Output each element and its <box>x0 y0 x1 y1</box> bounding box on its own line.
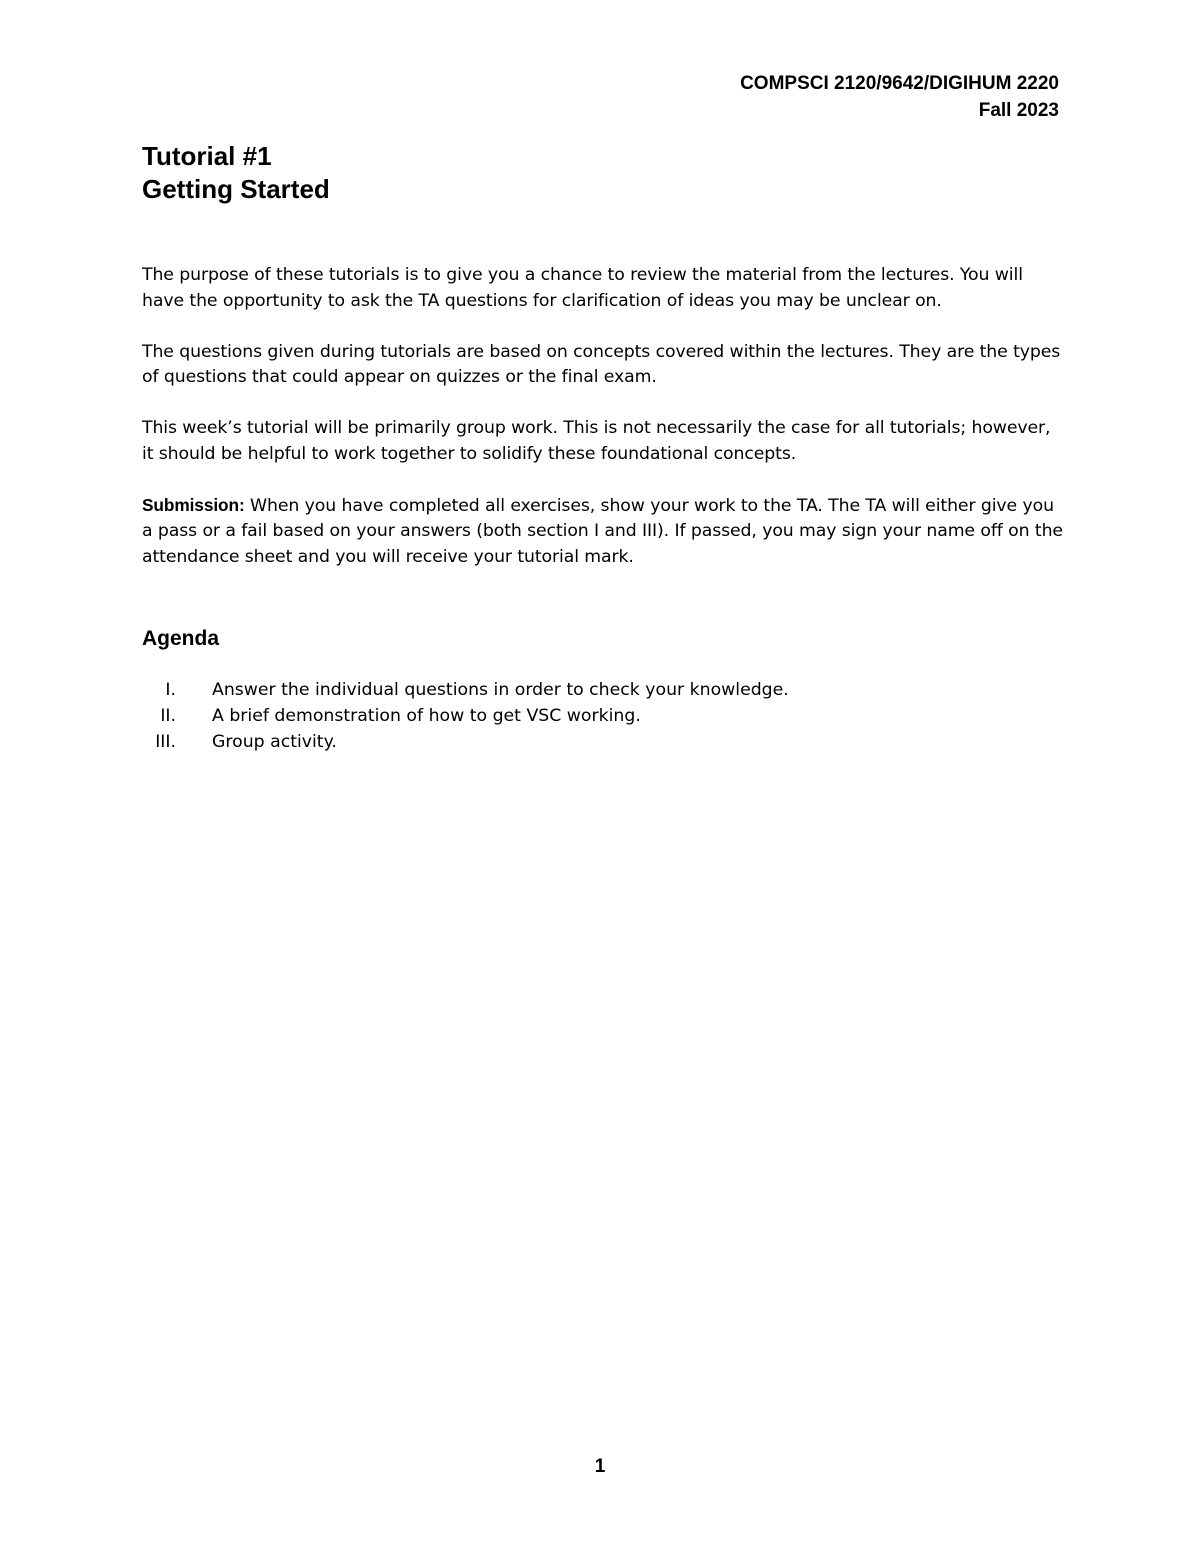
paragraph-purpose: The purpose of these tutorials is to give you a chance to review the material from the lectures. You will have the opportunity to ask the TA questions for clarification of ideas you may be unclear on. <box>142 265 1023 311</box>
list-item-text: Answer the individual questions in order to check your knowledge. <box>212 680 789 700</box>
document-title <box>142 140 330 206</box>
title-line-2: Getting Started <box>142 174 330 204</box>
paragraph-submission <box>142 493 1067 571</box>
body-text <box>142 263 1067 596</box>
agenda-heading: Agenda <box>142 627 220 650</box>
term: Fall 2023 <box>978 100 1059 121</box>
list-item <box>142 677 789 703</box>
list-item-text: Group activity. <box>212 732 337 752</box>
paragraph-questions: The questions given during tutorials are based on concepts covered within the lectures. They are the types of questions that could appear on quizzes or the final exam. <box>142 341 1061 387</box>
list-item <box>142 703 789 729</box>
list-item-number: III. <box>155 732 176 752</box>
submission-label: Submission: <box>142 494 245 515</box>
list-item-number: I. <box>165 680 176 700</box>
submission-text: When you have completed all exercises, show your work to the TA. The TA will either give you a pass or a fail based on your answers (both section I and III). If passed, you may sign your name off on the attendance sheet and you will receive your tutorial mark. <box>142 495 1063 567</box>
agenda-list <box>142 677 789 755</box>
page-header <box>740 70 1059 124</box>
page-number: 1 <box>594 1456 606 1477</box>
list-item <box>142 729 789 755</box>
list-item-text: A brief demonstration of how to get VSC working. <box>212 706 641 726</box>
list-item-number: II. <box>160 706 176 726</box>
course-code: COMPSCI 2120/9642/DIGIHUM 2220 <box>740 73 1059 94</box>
title-line-1: Tutorial #1 <box>142 141 272 171</box>
paragraph-group-work: This week’s tutorial will be primarily group work. This is not necessarily the case for all tutorials; however, it should be helpful to work together to solidify these foundational concepts. <box>142 418 1051 464</box>
